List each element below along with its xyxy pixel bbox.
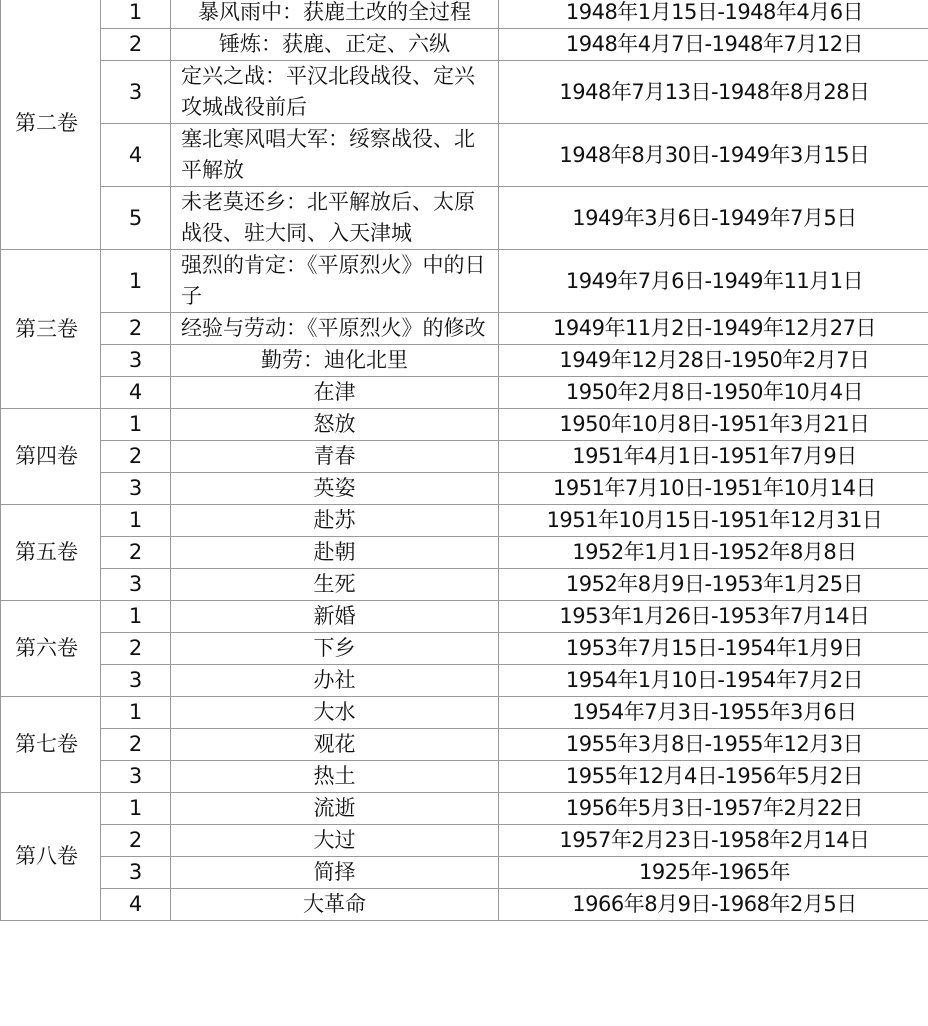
table-row: [1, 761, 928, 793]
date-range-cell: 1952年1月1日-1952年8月8日: [499, 537, 928, 569]
chapter-title-cell: 生死: [171, 569, 499, 601]
date-range-cell: 1925年-1965年: [499, 857, 928, 889]
table-row: [1, 537, 928, 569]
date-range-cell: 1954年1月10日-1954年7月2日: [499, 665, 928, 697]
chapter-number-cell: 3: [101, 761, 171, 793]
volume-name-cell: 第三卷: [1, 250, 101, 409]
chapter-number-cell: 3: [101, 61, 171, 124]
chapter-title-cell: 热土: [171, 761, 499, 793]
table-row: [1, 729, 928, 761]
date-range-cell: 1951年10月15日-1951年12月31日: [499, 505, 928, 537]
chapter-title-cell: 流逝: [171, 793, 499, 825]
chapter-number-cell: 3: [101, 473, 171, 505]
date-range-cell: 1951年4月1日-1951年7月9日: [499, 441, 928, 473]
chapter-title-cell: 英姿: [171, 473, 499, 505]
chapter-title-cell: 在津: [171, 377, 499, 409]
date-range-cell: 1949年3月6日-1949年7月5日: [499, 187, 928, 250]
date-range-cell: 1949年7月6日-1949年11月1日: [499, 250, 928, 313]
volume-name-cell: 第四卷: [1, 409, 101, 505]
chapter-title-cell: 新婚: [171, 601, 499, 633]
table-row: [1, 825, 928, 857]
chapter-number-cell: 4: [101, 377, 171, 409]
table-row: [1, 441, 928, 473]
chapter-title-cell: 锤炼：获鹿、正定、六纵: [171, 29, 499, 61]
chapter-title-cell: 简择: [171, 857, 499, 889]
chapter-number-cell: 2: [101, 29, 171, 61]
date-range-cell: 1950年10月8日-1951年3月21日: [499, 409, 928, 441]
date-range-cell: 1948年7月13日-1948年8月28日: [499, 61, 928, 124]
chapter-number-cell: 2: [101, 313, 171, 345]
table-row: [1, 61, 928, 124]
date-range-cell: 1956年5月3日-1957年2月22日: [499, 793, 928, 825]
chapter-title-cell: 办社: [171, 665, 499, 697]
chapter-number-cell: 1: [101, 505, 171, 537]
chapter-number-cell: 4: [101, 124, 171, 187]
table-row: [1, 124, 928, 187]
chapter-number-cell: 3: [101, 569, 171, 601]
chapter-title-cell: 青春: [171, 441, 499, 473]
date-range-cell: 1955年12月4日-1956年5月2日: [499, 761, 928, 793]
date-range-cell: 1953年1月26日-1953年7月14日: [499, 601, 928, 633]
date-range-cell: 1948年8月30日-1949年3月15日: [499, 124, 928, 187]
chapter-number-cell: 3: [101, 665, 171, 697]
table-row: [1, 569, 928, 601]
chapter-number-cell: 1: [101, 601, 171, 633]
date-range-cell: 1951年7月10日-1951年10月14日: [499, 473, 928, 505]
date-range-cell: 1950年2月8日-1950年10月4日: [499, 377, 928, 409]
table-row: [1, 377, 928, 409]
table-row: [1, 187, 928, 250]
chapter-title-cell: 大过: [171, 825, 499, 857]
chapter-title-cell: 塞北寒风唱大军：绥察战役、北平解放: [171, 124, 499, 187]
chapter-title-cell: 未老莫还乡：北平解放后、太原战役、驻大同、入天津城: [171, 187, 499, 250]
chapter-number-cell: 2: [101, 537, 171, 569]
table-row: [1, 313, 928, 345]
date-range-cell: 1955年3月8日-1955年12月3日: [499, 729, 928, 761]
chapter-number-cell: 5: [101, 187, 171, 250]
volume-name-cell: 第八卷: [1, 793, 101, 921]
table-row: [1, 889, 928, 921]
table-row: [1, 345, 928, 377]
date-range-cell: 1949年12月28日-1950年2月7日: [499, 345, 928, 377]
chapter-number-cell: 2: [101, 441, 171, 473]
table-row: [1, 793, 928, 825]
chapter-title-cell: 大水: [171, 697, 499, 729]
table-row: [1, 601, 928, 633]
table-row: [1, 633, 928, 665]
chapter-number-cell: 1: [101, 793, 171, 825]
chapter-number-cell: 1: [101, 0, 171, 29]
date-range-cell: 1948年1月15日-1948年4月6日: [499, 0, 928, 29]
date-range-cell: 1954年7月3日-1955年3月6日: [499, 697, 928, 729]
date-range-cell: 1952年8月9日-1953年1月25日: [499, 569, 928, 601]
table-row: [1, 505, 928, 537]
table-row: [1, 29, 928, 61]
table-row: [1, 0, 928, 29]
date-range-cell: 1949年11月2日-1949年12月27日: [499, 313, 928, 345]
chronology-table-body: [1, 0, 928, 921]
chapter-number-cell: 1: [101, 250, 171, 313]
volume-name-cell: 第二卷: [1, 0, 101, 250]
volume-name-cell: 第五卷: [1, 505, 101, 601]
chapter-number-cell: 1: [101, 697, 171, 729]
chapter-number-cell: 3: [101, 345, 171, 377]
chapter-title-cell: 赴苏: [171, 505, 499, 537]
date-range-cell: 1957年2月23日-1958年2月14日: [499, 825, 928, 857]
chapter-number-cell: 2: [101, 729, 171, 761]
chapter-number-cell: 3: [101, 857, 171, 889]
chapter-title-cell: 大革命: [171, 889, 499, 921]
date-range-cell: 1953年7月15日-1954年1月9日: [499, 633, 928, 665]
chapter-title-cell: 观花: [171, 729, 499, 761]
date-range-cell: 1948年4月7日-1948年7月12日: [499, 29, 928, 61]
chapter-title-cell: 勤劳：迪化北里: [171, 345, 499, 377]
chapter-number-cell: 2: [101, 825, 171, 857]
table-row: [1, 473, 928, 505]
chapter-title-cell: 强烈的肯定：《平原烈火》中的日子: [171, 250, 499, 313]
volume-name-cell: 第六卷: [1, 601, 101, 697]
chapter-title-cell: 经验与劳动：《平原烈火》的修改: [171, 313, 499, 345]
date-range-cell: 1966年8月9日-1968年2月5日: [499, 889, 928, 921]
chapter-title-cell: 定兴之战：平汉北段战役、定兴攻城战役前后: [171, 61, 499, 124]
volume-name-cell: 第七卷: [1, 697, 101, 793]
chapter-title-cell: 暴风雨中：获鹿土改的全过程: [171, 0, 499, 29]
chapter-number-cell: 1: [101, 409, 171, 441]
table-row: [1, 665, 928, 697]
chapter-title-cell: 赴朝: [171, 537, 499, 569]
chapter-title-cell: 下乡: [171, 633, 499, 665]
table-row: [1, 409, 928, 441]
table-row: [1, 250, 928, 313]
chapter-number-cell: 4: [101, 889, 171, 921]
table-row: [1, 697, 928, 729]
chapter-number-cell: 2: [101, 633, 171, 665]
chapter-title-cell: 怒放: [171, 409, 499, 441]
table-row: [1, 857, 928, 889]
